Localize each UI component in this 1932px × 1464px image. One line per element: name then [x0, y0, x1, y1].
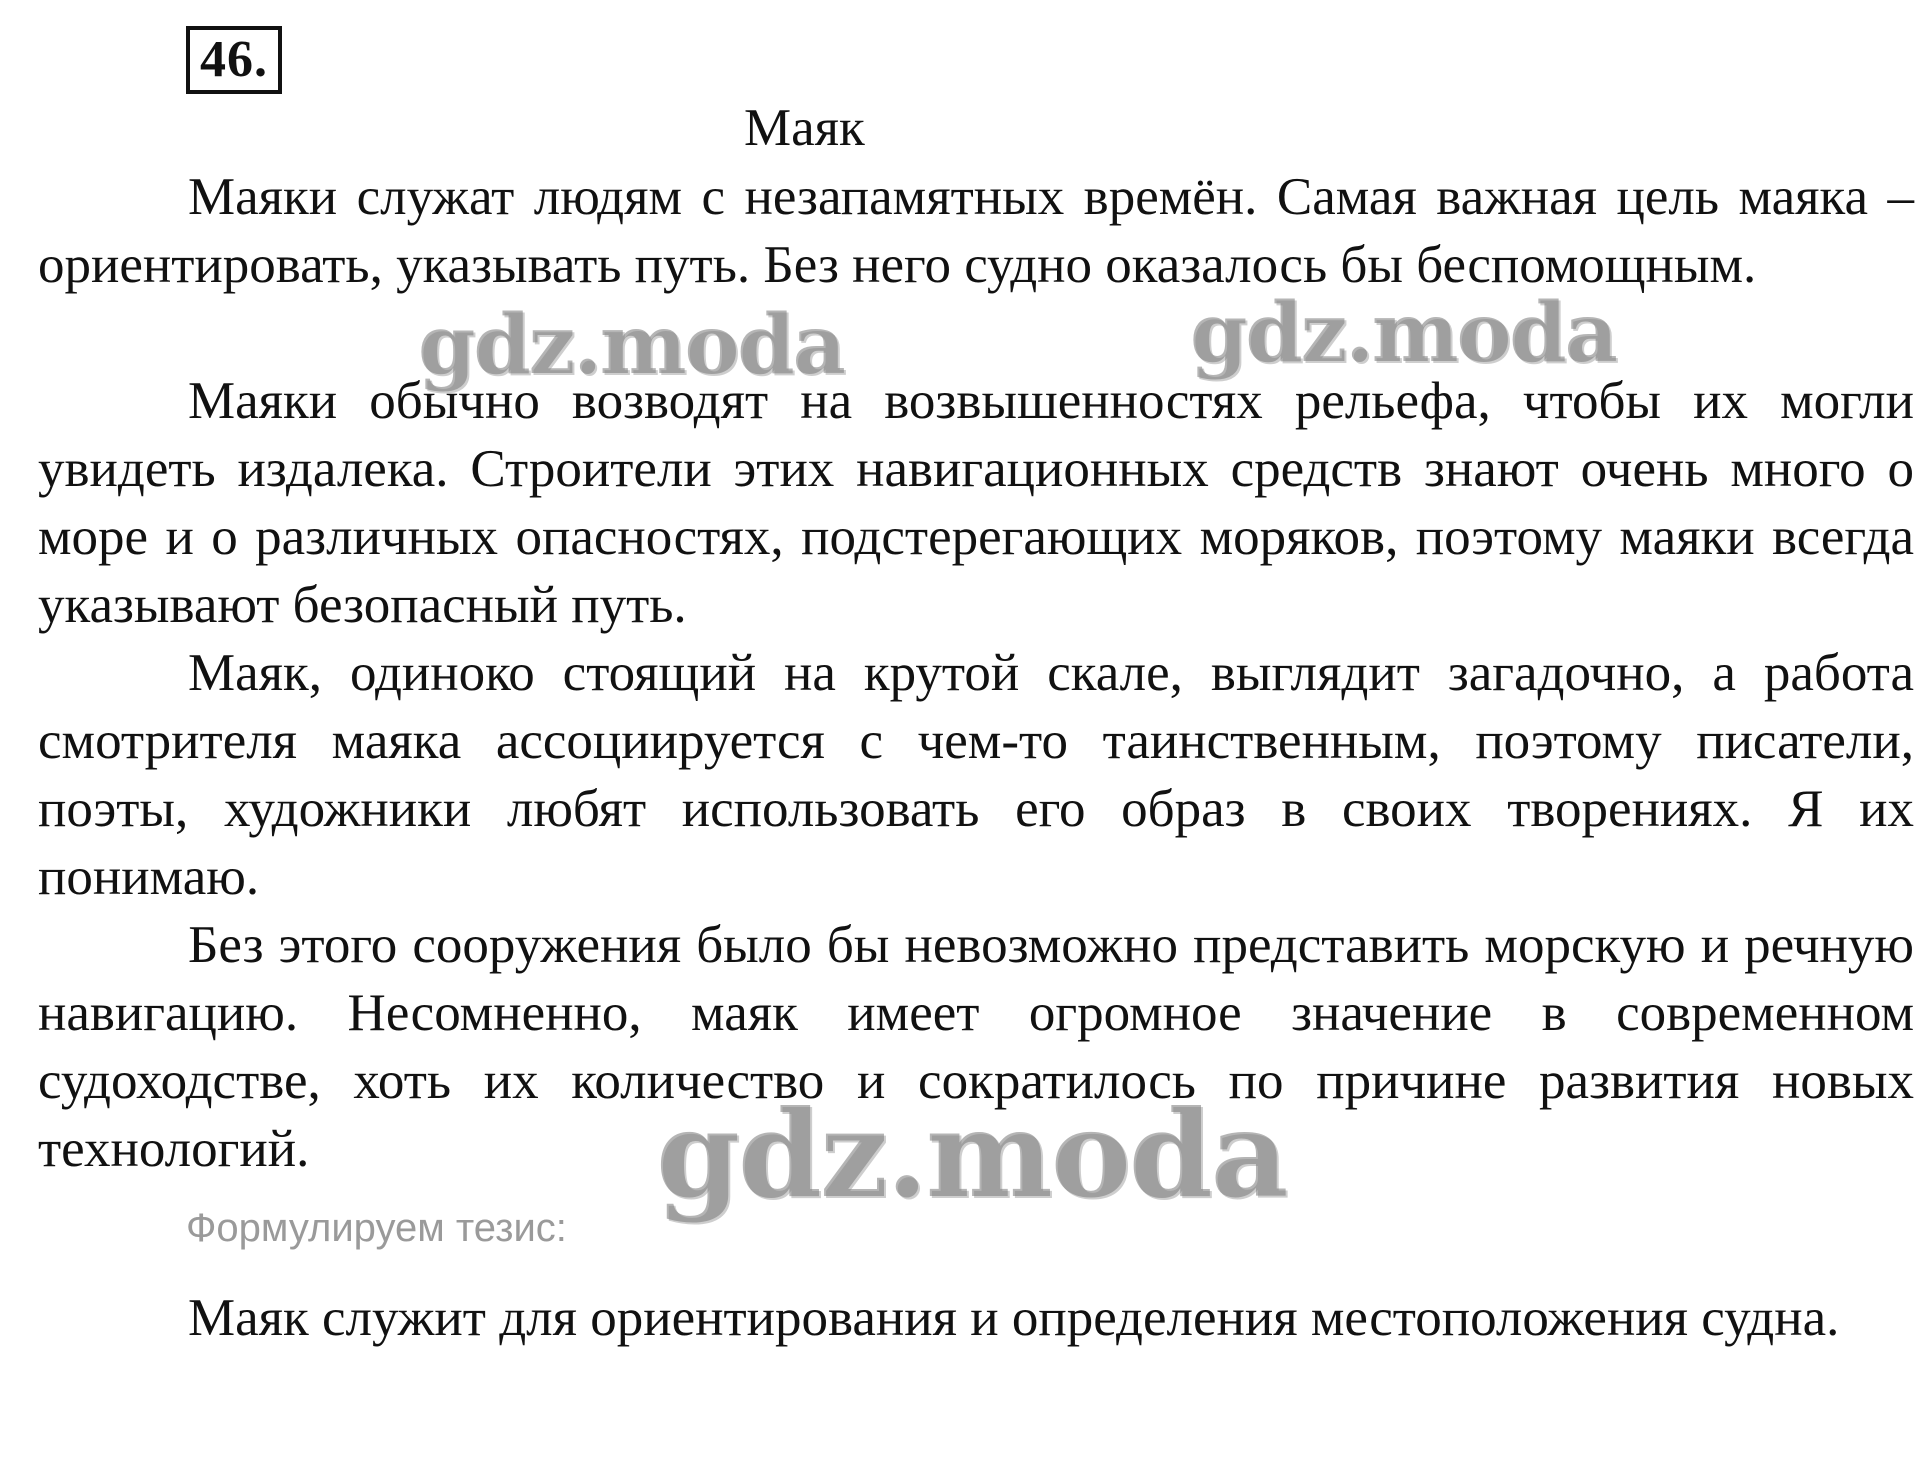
thesis-label: Формулируем тезис: [186, 1206, 567, 1250]
text-title: Маяк [744, 99, 865, 157]
paragraph-1: Маяки служат людям с незапамятных времён. Самая важная цель маяка – ориентировать, указывать путь. Без него судно оказалось бы беспомощным. [38, 168, 1914, 294]
thesis-text: Маяк служит для ориентирования и определения местоположения судна. [188, 1289, 1840, 1347]
paragraph-4: Без этого сооружения было бы невозможно представить морскую и речную навигацию. Несомненно, маяк имеет огромное значение в современном судоходстве, хоть их количество и сократилось по причине развития новых технологий. [38, 916, 1914, 1178]
watermark: gdz.moda [418, 297, 844, 393]
paragraph-2: Маяки обычно возводят на возвышенностях рельефа, чтобы их могли увидеть издалека. Строители этих навигационных средств знают очень много о море и о различных опасностях, подстерегающих моряков, поэтому маяки всегда указывают безопасный путь. [38, 372, 1914, 634]
paragraph-3: Маяк, одиноко стоящий на крутой скале, выглядит загадочно, а работа смотрителя маяка ассоциируется с чем-то таинственным, поэтому писатели, поэты, художники любят использовать его образ в своих творениях. Я их понимаю. [38, 644, 1914, 906]
watermark: gdz.moda [1190, 285, 1616, 381]
watermark: gdz.moda [656, 1084, 1287, 1225]
task-number: 46. [186, 26, 282, 94]
